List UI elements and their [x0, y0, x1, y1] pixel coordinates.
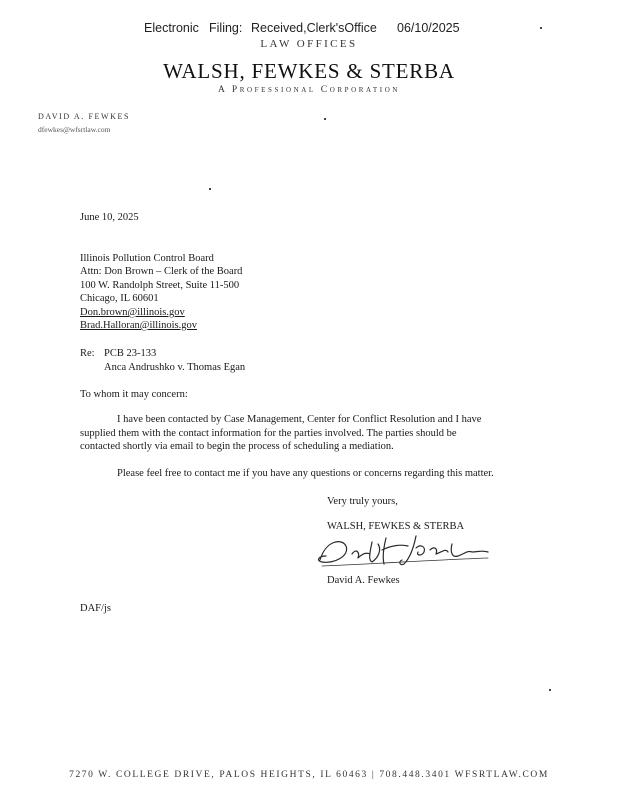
firm-signature-block: WALSH, FEWKES & STERBA — [327, 521, 465, 532]
body-line: supplied them with the contact information for the parties involved. The parties should be — [80, 428, 457, 439]
author-email: dfewkes@wfsrtlaw.com — [38, 125, 111, 134]
law-offices-heading: LAW OFFICES — [260, 38, 358, 50]
re-parties: Anca Andrushko v. Thomas Egan — [104, 362, 246, 373]
stamp-filing: Filing: — [209, 21, 243, 35]
recipient-email-link[interactable]: Don.brown@illinois.gov — [80, 307, 185, 318]
speck-mark — [324, 118, 326, 120]
stamp-label: Electronic — [144, 21, 199, 35]
firm-name-heading: WALSH, FEWKES & STERBA — [163, 59, 455, 83]
author-name: DAVID A. FEWKES — [38, 112, 131, 121]
recipient-line: Attn: Don Brown – Clerk of the Board — [80, 266, 243, 277]
speck-mark — [549, 689, 551, 691]
body-line: I have been contacted by Case Management, Center for Conflict Resolution and I have — [117, 414, 482, 425]
speck-mark — [540, 27, 542, 29]
recipient-email-link[interactable]: Brad.Halloran@illinois.gov — [80, 320, 197, 331]
re-label: Re: — [80, 348, 95, 359]
recipient-line: Chicago, IL 60601 — [80, 293, 159, 304]
handwritten-signature — [312, 530, 497, 572]
letterhead-footer: 7270 W. COLLEGE DRIVE, PALOS HEIGHTS, IL 60463 | 708.448.3401 WFSRTLAW.COM — [69, 770, 549, 780]
body-line: contacted shortly via email to begin the process of scheduling a mediation. — [80, 441, 394, 452]
complimentary-close: Very truly yours, — [327, 496, 398, 507]
re-case-number: PCB 23-133 — [104, 348, 157, 359]
firm-subtitle: A Professional Corporation — [217, 85, 401, 95]
speck-mark — [209, 188, 211, 190]
recipient-line: 100 W. Randolph Street, Suite 11-500 — [80, 280, 240, 291]
recipient-line: Illinois Pollution Control Board — [80, 253, 214, 264]
salutation: To whom it may concern: — [80, 389, 188, 400]
letter-date: June 10, 2025 — [80, 212, 139, 223]
stamp-received: Received,Clerk'sOffice — [251, 21, 377, 35]
typist-initials: DAF/js — [80, 603, 111, 614]
signer-name: David A. Fewkes — [327, 575, 400, 586]
closing-paragraph: Please feel free to contact me if you have any questions or concerns regarding this matter. — [117, 468, 494, 479]
stamp-date: 06/10/2025 — [397, 21, 460, 35]
